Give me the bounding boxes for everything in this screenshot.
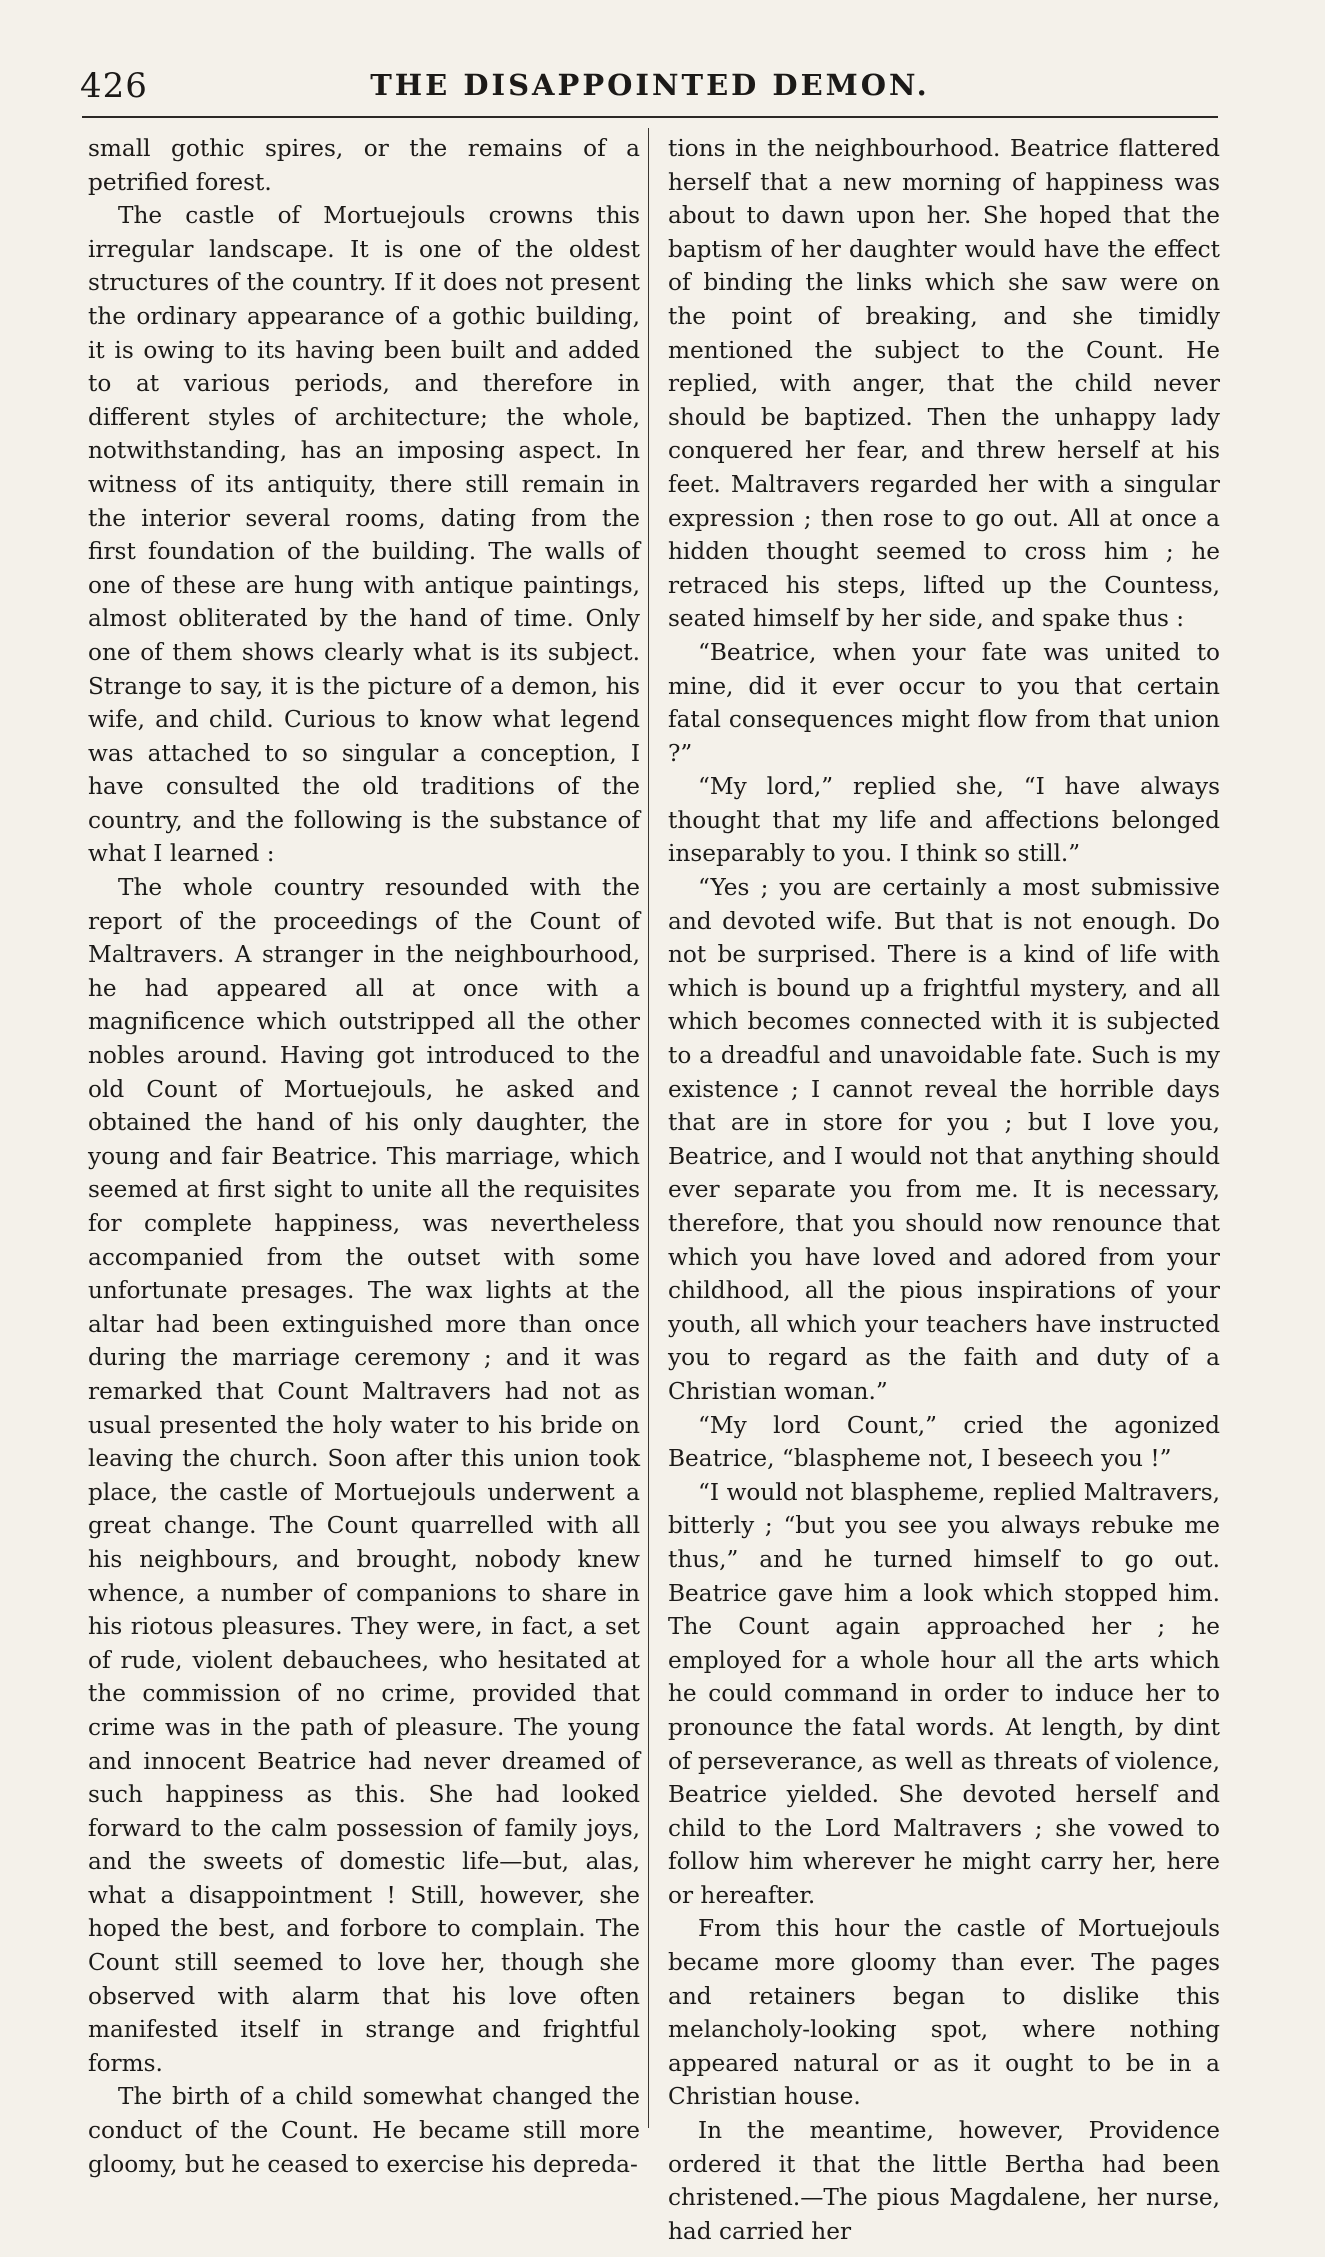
paragraph: “Beatrice, when your fate was united to mine, did it ever occur to you that certain fatal consequences might flow from that union ?” [668, 638, 1220, 767]
page-header [80, 60, 1220, 110]
column-divider [648, 128, 649, 2128]
paragraph: “My lord,” replied she, “I have always thought that my life and affections belonged inseparably to you. I think so still.” [668, 773, 1220, 868]
paragraph: The whole country resounded with the report of the proceedings of the Count of Maltravers. A stranger in the neighbourhood, he had appeared all at once with a magnificence which outstripped all the other nobles around. Having got introduced to the old Count of Mortuejouls, he asked and obtained the hand of his only daughter, the young and fair Beatrice. This marriage, which seemed at first sight to unite all the requisites for complete happiness, was nevertheless accompanied from the outset with some unfortunate presages. The wax lights at the altar had been extinguished more than once during the marriage ceremony ; and it was remarked that Count Maltravers had not as usual presented the holy water to his bride on leaving the church. Soon after this union took place, the castle of Mortuejouls underwent a great change. The Count quarrelled with all his neighbours, and brought, nobody knew whence, a number of companions to share in his riotous pleasures. They were, in fact, a set of rude, violent debauchees, who hesitated at the commission of no crime, provided that crime was in the path of pleasure. The young and innocent Beatrice had never dreamed of such happiness as this. She had looked forward to the calm possession of family joys, and the sweets of domestic life—but, alas, what a disappointment ! Still, however, she hoped the best, and forbore to complain. The Count still seemed to love her, though she observed with alarm that his love often manifested itself in strange and frightful forms. [88, 874, 640, 2077]
right-column [668, 132, 1220, 2248]
left-column [88, 132, 640, 2181]
paragraph: In the meantime, however, Providence ordered it that the little Bertha had been christened.—The pious Magdalene, her nurse, had carried her [668, 2117, 1220, 2245]
paragraph: “My lord Count,” cried the agonized Beatrice, “blaspheme not, I beseech you !” [668, 1411, 1220, 1473]
running-title: THE DISAPPOINTED DEMON. [370, 68, 930, 102]
paragraph: tions in the neighbourhood. Beatrice flattered herself that a new morning of happiness was about to dawn upon her. She hoped that the baptism of her daughter would have the effect of binding the links which she saw were on the point of breaking, and she timidly mentioned the subject to the Count. He replied, with anger, that the child never should be baptized. Then the unhappy lady conquered her fear, and threw herself at his feet. Maltravers regarded her with a singular expression ; then rose to go out. All at once a hidden thought seemed to cross him ; he retraced his steps, lifted up the Countess, seated himself by her side, and spake thus : [668, 135, 1220, 633]
paragraph: The castle of Mortuejouls crowns this irregular landscape. It is one of the oldest structures of the country. If it does not present the ordinary appearance of a gothic building, it is owing to its having been built and added to at various periods, and therefore in different styles of architecture; the whole, notwithstanding, has an imposing aspect. In witness of its antiquity, there still remain in the interior several rooms, dating from the first foundation of the building. The walls of one of these are hung with antique paintings, almost obliterated by the hand of time. Only one of them shows clearly what is its subject. Strange to say, it is the picture of a demon, his wife, and child. Curious to know what legend was attached to so singular a conception, I have consulted the old traditions of the country, and the following is the substance of what I learned : [88, 202, 640, 868]
paragraph: small gothic spires, or the remains of a petrified forest. [88, 135, 640, 196]
paragraph: From this hour the castle of Mortuejouls became more gloomy than ever. The pages and retainers began to dislike this melancholy-looking spot, where nothing appeared natural or as it ought to be in a Christian house. [668, 1915, 1220, 2111]
paragraph: The birth of a child somewhat changed the conduct of the Count. He became still more gloomy, but he ceased to exercise his depreda- [88, 2083, 640, 2178]
header-rule [82, 116, 1218, 118]
paragraph: “I would not blaspheme, replied Maltravers, bitterly ; “but you see you always rebuke me thus,” and he turned himself to go out. Beatrice gave him a look which stopped him. The Count again approached her ; he employed for a whole hour all the arts which he could command in order to induce her to pronounce the fatal words. At length, by dint of perseverance, as well as threats of violence, Beatrice yielded. She devoted herself and child to the Lord Maltravers ; she vowed to follow him wherever he might carry her, here or hereafter. [668, 1478, 1220, 1909]
paragraph: “Yes ; you are certainly a most submissive and devoted wife. But that is not enough. Do not be surprised. There is a kind of life with which is bound up a frightful mystery, and all which becomes connected with it is subjected to a dreadful and unavoidable fate. Such is my existence ; I cannot reveal the horrible days that are in store for you ; but I love you, Beatrice, and I would not that anything should ever separate you from me. It is necessary, therefore, that you should now renounce that which you have loved and adored from your childhood, all the pious inspirations of your youth, all which your teachers have instructed you to regard as the faith and duty of a Christian woman.” [668, 874, 1220, 1405]
page-number: 426 [80, 66, 148, 106]
